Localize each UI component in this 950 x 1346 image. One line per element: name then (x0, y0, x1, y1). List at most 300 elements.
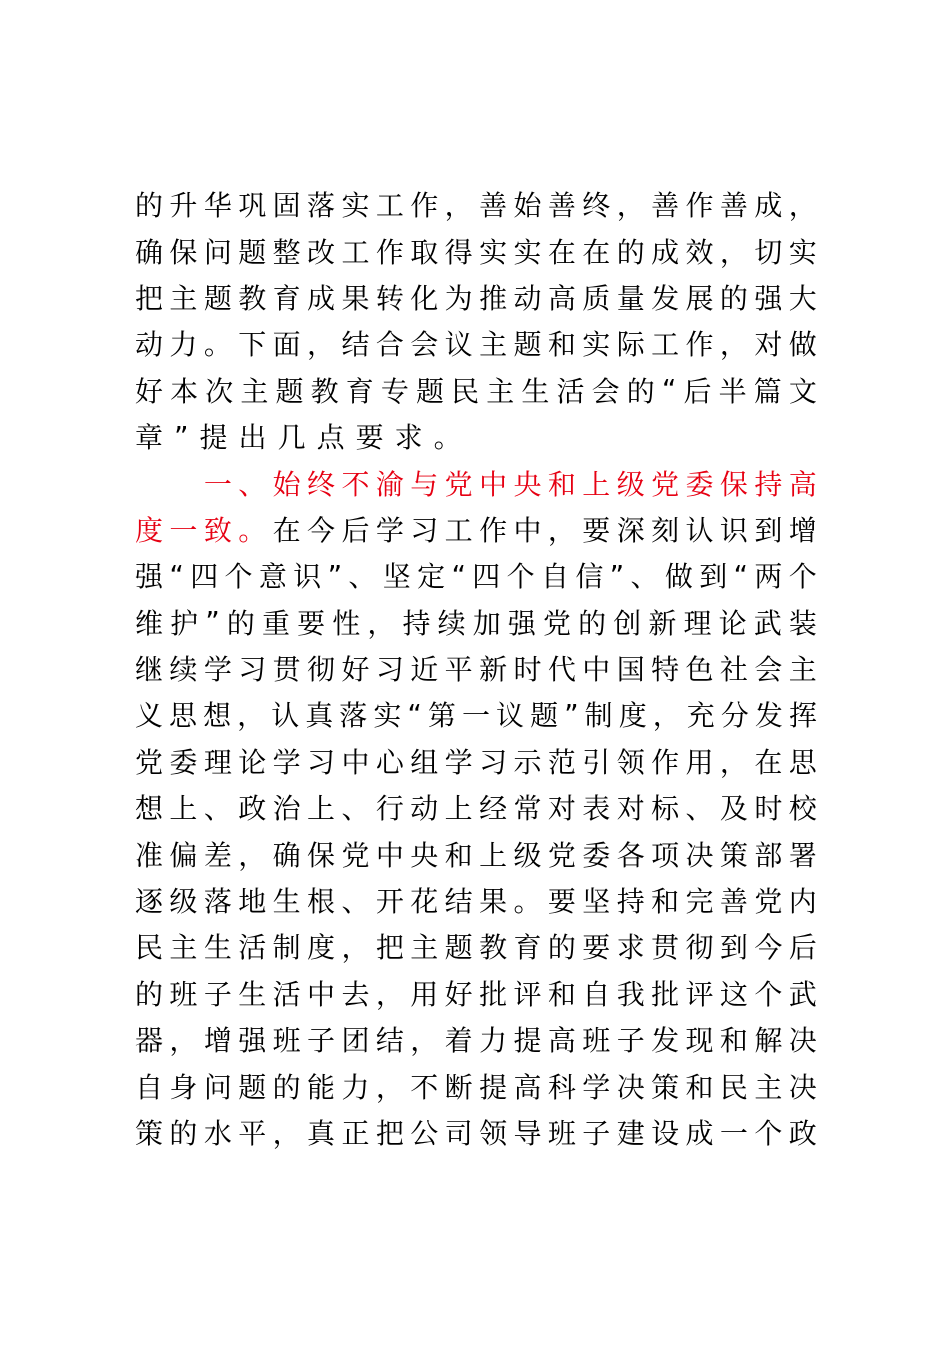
text-char: 成 (754, 189, 783, 223)
text-char: 色 (685, 653, 714, 687)
text-char: 引 (582, 745, 611, 779)
text-char: 民 (135, 931, 164, 965)
text-char: 社 (719, 653, 748, 687)
text-char: 两 (754, 560, 783, 594)
heading-char: 持 (754, 467, 783, 501)
text-char: 我 (616, 977, 645, 1011)
text-char: 求 (616, 931, 645, 965)
heading-char: 渝 (375, 467, 404, 501)
text-char: 设 (651, 1117, 680, 1150)
text-char: 挥 (788, 699, 817, 733)
text-char: 民 (719, 1070, 748, 1104)
text-char: 意 (258, 560, 287, 594)
text-char: 生 (238, 977, 267, 1011)
text-char: 学 (203, 653, 232, 687)
heading-char: 一 (169, 513, 198, 547)
text-char: 、 (348, 560, 377, 594)
text-char: 中 (582, 653, 611, 687)
text-char: “ (733, 558, 749, 592)
text-char: 成 (685, 1117, 714, 1150)
text-char: 教 (479, 931, 508, 965)
text-char: 个 (788, 560, 817, 594)
text-char: 发 (754, 699, 783, 733)
text-char: 能 (307, 1070, 336, 1104)
text-char: 对 (547, 792, 576, 826)
text-line (135, 459, 817, 505)
text-char: 子 (582, 1117, 611, 1150)
heading-char: 、 (238, 467, 267, 501)
text-char: 不 (410, 1070, 439, 1104)
text-char: 升 (169, 189, 198, 223)
text-char: 落 (203, 885, 232, 919)
text-char: 工 (341, 235, 370, 269)
text-char: 在 (582, 235, 611, 269)
text-char: 治 (272, 792, 301, 826)
text-char: 子 (203, 977, 232, 1011)
text-char: 个 (506, 560, 535, 594)
text-char: ， (238, 838, 267, 872)
text-char: 的 (547, 931, 576, 965)
text-char: 评 (513, 977, 542, 1011)
text-char: 实 (582, 328, 611, 362)
text-char: 及 (719, 792, 748, 826)
text-char: 工 (651, 328, 680, 362)
text-char: ， (375, 977, 404, 1011)
text-char: 、 (341, 792, 370, 826)
text-char: 彻 (685, 931, 714, 965)
text-char: 制 (584, 699, 613, 733)
text-char: 增 (203, 1024, 232, 1058)
text-char: 代 (547, 653, 576, 687)
text-char: ， (616, 189, 645, 223)
text-char: 公 (410, 1117, 439, 1150)
text-char: 论 (718, 606, 747, 640)
text-char: 题 (416, 374, 445, 408)
text-char: 委 (582, 838, 611, 872)
text-char: ， (788, 189, 817, 223)
text-char: 成 (307, 281, 336, 315)
text-char: 上 (444, 792, 473, 826)
text-char: 成 (651, 235, 680, 269)
text-char: 切 (754, 235, 783, 269)
text-char: 党 (543, 606, 572, 640)
text-line (135, 552, 817, 598)
text-char: 级 (513, 838, 542, 872)
text-line (135, 320, 817, 366)
text-char: ， (652, 699, 681, 733)
text-line (135, 923, 817, 969)
text-char: 决 (616, 1070, 645, 1104)
text-line (135, 413, 817, 459)
text-char: 领 (616, 745, 645, 779)
text-char: 评 (685, 977, 714, 1011)
text-char: 充 (686, 699, 715, 733)
text-char: 会 (591, 374, 620, 408)
text-char: 新 (648, 606, 677, 640)
text-char: 党 (341, 838, 370, 872)
text-char: 想 (135, 792, 164, 826)
text-char: 时 (513, 653, 542, 687)
text-char: 在 (754, 745, 783, 779)
text-char: 和 (685, 1070, 714, 1104)
text-char: 花 (410, 885, 439, 919)
text-char: 理 (683, 606, 712, 640)
text-char: 动 (135, 328, 164, 362)
text-char: 生 (272, 885, 301, 919)
text-char: 习 (375, 653, 404, 687)
text-char: 动 (410, 792, 439, 826)
heading-char: 不 (341, 467, 370, 501)
text-char: 定 (417, 560, 446, 594)
text-char: 心 (375, 745, 404, 779)
text-char: 把 (375, 1117, 404, 1150)
text-char: 度 (307, 931, 336, 965)
heading-char: 党 (651, 467, 680, 501)
text-char: 论 (238, 745, 267, 779)
text-char: 教 (310, 374, 339, 408)
text-char: ” (174, 419, 189, 453)
text-char: 落 (307, 189, 336, 223)
text-char: 和 (651, 885, 680, 919)
text-char: 果 (479, 885, 508, 919)
text-char: 落 (339, 699, 368, 733)
text-char: 委 (169, 745, 198, 779)
text-char: 面 (272, 328, 301, 362)
heading-char: 保 (719, 467, 748, 501)
text-char: 实 (341, 189, 370, 223)
text-char: 育 (513, 931, 542, 965)
text-char: 性 (332, 606, 361, 640)
text-char: 决 (685, 838, 714, 872)
text-char: 特 (651, 653, 680, 687)
heading-char: 。 (238, 513, 267, 547)
text-char: 结 (444, 885, 473, 919)
text-char: 善 (719, 189, 748, 223)
text-char: 作 (651, 745, 680, 779)
text-char: 会 (410, 328, 439, 362)
text-char: 班 (272, 1024, 301, 1058)
text-char: 和 (444, 838, 473, 872)
text-char: 水 (203, 1117, 232, 1150)
text-line (135, 181, 817, 227)
text-char: 维 (135, 606, 164, 640)
text-char: 司 (444, 1117, 473, 1150)
text-char: 用 (685, 745, 714, 779)
text-char: 继 (135, 653, 164, 687)
text-char: 华 (203, 189, 232, 223)
text-char: 的 (626, 374, 655, 408)
text-char: 组 (410, 745, 439, 779)
text-char: 级 (169, 885, 198, 919)
text-char: 建 (616, 1117, 645, 1150)
text-char: 学 (582, 1070, 611, 1104)
text-char: 党 (135, 745, 164, 779)
text-char: 学 (444, 745, 473, 779)
text-char: 到 (754, 513, 783, 547)
text-char: 贯 (651, 931, 680, 965)
text-char: 的 (578, 606, 607, 640)
text-char: 批 (651, 977, 680, 1011)
text-char: 习 (307, 745, 336, 779)
text-char: 力 (169, 328, 198, 362)
text-line (135, 1109, 817, 1155)
text-char: 自 (582, 977, 611, 1011)
text-char: 高 (547, 1024, 576, 1058)
heading-char: 高 (788, 467, 817, 501)
text-char: 经 (479, 792, 508, 826)
text-char: 议 (444, 328, 473, 362)
text-char: 动 (513, 281, 542, 315)
text-char: 真 (305, 699, 334, 733)
text-char: 这 (719, 977, 748, 1011)
heading-char: 党 (444, 467, 473, 501)
text-char: 上 (479, 838, 508, 872)
text-char: 强 (754, 281, 783, 315)
text-line (135, 970, 817, 1016)
heading-char: 委 (685, 467, 714, 501)
text-char: 坚 (582, 885, 611, 919)
text-char: 范 (547, 745, 576, 779)
text-char: 开 (375, 885, 404, 919)
text-char: 作 (375, 235, 404, 269)
text-char: ， (367, 606, 396, 640)
text-char: ， (272, 1117, 301, 1150)
text-char: 准 (135, 838, 164, 872)
text-char: 提 (479, 1070, 508, 1104)
text-char: 巩 (238, 189, 267, 223)
text-char: 的 (226, 606, 255, 640)
text-char: 得 (444, 235, 473, 269)
text-char: 器 (135, 1024, 164, 1058)
text-char: 团 (341, 1024, 370, 1058)
text-char: 习 (410, 513, 439, 547)
text-char: 出 (238, 421, 267, 455)
text-char: 义 (135, 699, 164, 733)
text-char: 在 (272, 513, 301, 547)
text-char: 断 (444, 1070, 473, 1104)
text-char: 导 (513, 1117, 542, 1150)
text-char: 半 (718, 374, 747, 408)
text-char: 改 (307, 235, 336, 269)
text-char: 时 (754, 792, 783, 826)
heading-char: 终 (307, 467, 336, 501)
text-char: 自 (135, 1070, 164, 1104)
text-line (135, 1062, 817, 1108)
text-char: 科 (547, 1070, 576, 1104)
text-char: 篇 (753, 374, 782, 408)
text-char: 的 (719, 281, 748, 315)
text-char: 做 (664, 560, 693, 594)
text-char: 工 (444, 513, 473, 547)
heading-char: 上 (582, 467, 611, 501)
text-char: 现 (685, 1024, 714, 1058)
text-char: 个 (224, 560, 253, 594)
text-char: ， (719, 235, 748, 269)
text-char: ， (410, 1024, 439, 1058)
heading-char: 中 (479, 467, 508, 501)
text-char: 个 (754, 1117, 783, 1150)
text-char: 决 (788, 1070, 817, 1104)
text-char: 民 (451, 374, 480, 408)
text-char: 第 (427, 699, 456, 733)
text-line (135, 227, 817, 273)
text-char: 平 (238, 1117, 267, 1150)
text-char: 下 (238, 328, 267, 362)
text-char: 好 (341, 653, 370, 687)
text-char: 质 (582, 281, 611, 315)
text-char: 结 (341, 328, 370, 362)
text-char: ” (609, 558, 625, 592)
text-char: 彻 (307, 653, 336, 687)
text-char: 次 (205, 374, 234, 408)
text-char: ， (341, 931, 370, 965)
text-char: 武 (753, 606, 782, 640)
text-char: 会 (754, 653, 783, 687)
text-char: 持 (402, 606, 431, 640)
text-char: 提 (513, 1024, 542, 1058)
text-line (135, 367, 817, 413)
text-char: 点 (316, 421, 345, 455)
text-char: 题 (275, 374, 304, 408)
text-char: 着 (444, 1024, 473, 1058)
text-char: 。 (513, 885, 542, 919)
text-char: 习 (238, 653, 267, 687)
text-char: ， (719, 745, 748, 779)
text-char: 学 (272, 745, 301, 779)
text-char: 。 (203, 328, 232, 362)
heading-char: 央 (513, 467, 542, 501)
text-char: 和 (719, 1024, 748, 1058)
text-char: 育 (345, 374, 374, 408)
text-char: 政 (238, 792, 267, 826)
text-char: 主 (754, 1070, 783, 1104)
text-char: 地 (238, 885, 267, 919)
text-char: 央 (410, 838, 439, 872)
text-char: 行 (375, 792, 404, 826)
text-char: 问 (203, 1070, 232, 1104)
text-char: 题 (203, 281, 232, 315)
text-char: 解 (754, 1024, 783, 1058)
text-char: 教 (238, 281, 267, 315)
text-char: 本 (170, 374, 199, 408)
text-char: 保 (169, 235, 198, 269)
text-char: 章 (135, 421, 164, 455)
text-char: 生 (521, 374, 550, 408)
text-char: 党 (754, 885, 783, 919)
text-char: 求 (394, 421, 423, 455)
heading-char: 度 (135, 513, 164, 547)
text-char: ， (444, 189, 473, 223)
text-char: 、 (630, 560, 659, 594)
text-char: 上 (169, 792, 198, 826)
text-char: 善 (479, 189, 508, 223)
text-line (135, 599, 817, 645)
text-char: 一 (461, 699, 490, 733)
text-char: 信 (575, 560, 604, 594)
text-char: 问 (203, 235, 232, 269)
text-char: 取 (410, 235, 439, 269)
text-char: 文 (788, 374, 817, 408)
text-char: 制 (272, 931, 301, 965)
text-char: 主 (410, 931, 439, 965)
text-char: 后 (341, 513, 370, 547)
text-char: ” (564, 697, 579, 731)
text-char: 活 (272, 977, 301, 1011)
heading-char: 级 (616, 467, 645, 501)
text-char: 力 (341, 1070, 370, 1104)
text-char: 强 (135, 560, 164, 594)
text-char: 今 (754, 931, 783, 965)
text-char: 的 (272, 1070, 301, 1104)
text-char: 今 (307, 513, 336, 547)
text-char: 作 (685, 328, 714, 362)
text-char: 做 (788, 328, 817, 362)
text-char: 深 (616, 513, 645, 547)
text-char: 确 (272, 838, 301, 872)
heading-char: 和 (547, 467, 576, 501)
text-char: 重 (262, 606, 291, 640)
text-char: “ (661, 373, 677, 407)
text-line (135, 506, 817, 552)
text-char: 要 (547, 885, 576, 919)
text-char: 逐 (135, 885, 164, 919)
text-line (135, 1016, 817, 1062)
text-char: ， (307, 328, 336, 362)
text-char: 校 (788, 792, 817, 826)
text-char: 国 (616, 653, 645, 687)
text-char: 分 (720, 699, 749, 733)
text-char: 班 (169, 977, 198, 1011)
text-char: 身 (169, 1070, 198, 1104)
text-char: 题 (530, 699, 559, 733)
text-char: 和 (547, 328, 576, 362)
text-line (135, 274, 817, 320)
text-char: 认 (685, 513, 714, 547)
text-char: 子 (616, 1024, 645, 1058)
text-char: 强 (238, 1024, 267, 1058)
text-char: 要 (297, 606, 326, 640)
text-char: 续 (169, 653, 198, 687)
text-char: 主 (486, 374, 515, 408)
text-char: 中 (513, 513, 542, 547)
text-char: 固 (272, 189, 301, 223)
text-char: 高 (513, 1070, 542, 1104)
text-char: 坚 (382, 560, 411, 594)
text-char: 主 (169, 281, 198, 315)
text-line (135, 784, 817, 830)
text-char: 要 (582, 931, 611, 965)
text-char: 育 (272, 281, 301, 315)
text-char: 合 (375, 328, 404, 362)
text-char: 子 (307, 1024, 336, 1058)
text-char: 效 (685, 235, 714, 269)
text-char: 实 (788, 235, 817, 269)
text-char: 思 (169, 699, 198, 733)
heading-char (169, 463, 197, 503)
text-char: 要 (582, 513, 611, 547)
text-char: 差 (203, 838, 232, 872)
text-char: 终 (582, 189, 611, 223)
text-char: 工 (375, 189, 404, 223)
text-char: 去 (341, 977, 370, 1011)
text-char: 作 (685, 189, 714, 223)
text-char: 用 (410, 977, 439, 1011)
text-char: 活 (556, 374, 585, 408)
heading-char: 一 (203, 467, 232, 501)
text-char: 党 (547, 838, 576, 872)
text-char: 结 (375, 1024, 404, 1058)
text-char: 的 (169, 1117, 198, 1150)
